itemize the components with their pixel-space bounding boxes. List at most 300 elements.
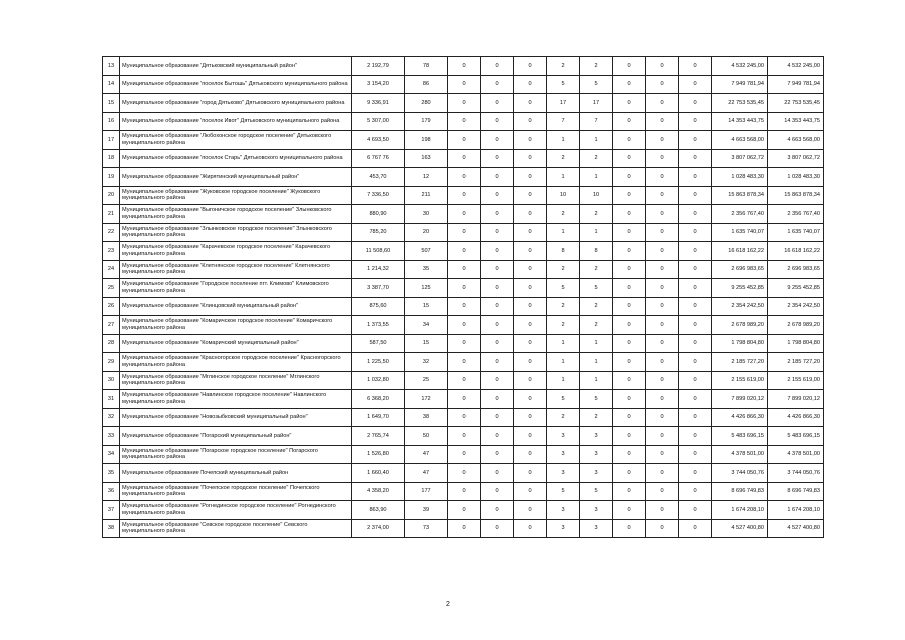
count-value: 0	[514, 112, 547, 131]
count-value: 5	[547, 482, 580, 501]
count-value: 0	[679, 279, 712, 298]
municipality-name: Муниципальное образование "Карачевское городское поселение" Карачевского муниципального района	[120, 242, 352, 261]
count-value: 50	[405, 427, 448, 446]
table-row	[103, 242, 824, 261]
total-amount: 2 185 727,20	[712, 353, 768, 372]
count-value: 0	[679, 186, 712, 205]
total-amount: 2 354 242,50	[712, 297, 768, 316]
count-value: 0	[679, 242, 712, 261]
count-value: 0	[481, 149, 514, 168]
count-value: 0	[679, 464, 712, 483]
total-amount: 2 356 767,40	[712, 205, 768, 224]
count-value: 2	[547, 57, 580, 76]
count-value: 0	[646, 57, 679, 76]
total-amount: 22 753 535,45	[712, 94, 768, 113]
count-value: 0	[481, 408, 514, 427]
count-value: 0	[448, 75, 481, 94]
count-value: 0	[448, 223, 481, 242]
count-value: 0	[613, 131, 646, 150]
count-value: 0	[646, 168, 679, 187]
count-value: 78	[405, 57, 448, 76]
table-row	[103, 519, 824, 538]
count-value: 0	[514, 316, 547, 335]
municipality-name: Муниципальное образование "Городское поселение пгт. Климово" Климовского муниципального района	[120, 279, 352, 298]
count-value: 0	[481, 112, 514, 131]
count-value: 0	[481, 427, 514, 446]
count-value: 0	[646, 94, 679, 113]
count-value: 0	[613, 316, 646, 335]
funding-amount: 1 028 483,30	[768, 168, 824, 187]
area-value: 11 508,60	[352, 242, 405, 261]
municipality-name: Муниципальное образование "Почепское городское поселение" Почепского муниципального района	[120, 482, 352, 501]
count-value: 2	[580, 205, 613, 224]
table-row	[103, 131, 824, 150]
funding-amount: 7 899 020,12	[768, 390, 824, 409]
count-value: 0	[448, 205, 481, 224]
count-value: 0	[613, 57, 646, 76]
count-value: 125	[405, 279, 448, 298]
funding-amount: 16 618 162,22	[768, 242, 824, 261]
count-value: 0	[514, 186, 547, 205]
count-value: 0	[448, 464, 481, 483]
count-value: 0	[679, 427, 712, 446]
count-value: 0	[646, 519, 679, 538]
count-value: 0	[646, 223, 679, 242]
count-value: 0	[448, 260, 481, 279]
count-value: 0	[448, 149, 481, 168]
count-value: 0	[679, 94, 712, 113]
count-value: 0	[448, 112, 481, 131]
count-value: 0	[679, 149, 712, 168]
municipality-name: Муниципальное образование "Рогнединское городское поселение" Рогнединского муниципального района	[120, 501, 352, 520]
count-value: 1	[547, 334, 580, 353]
row-number: 16	[103, 112, 120, 131]
count-value: 2	[547, 297, 580, 316]
table-row	[103, 353, 824, 372]
total-amount: 16 618 162,22	[712, 242, 768, 261]
funding-amount: 4 527 400,80	[768, 519, 824, 538]
table-body	[103, 57, 824, 538]
count-value: 0	[613, 390, 646, 409]
count-value: 0	[481, 205, 514, 224]
count-value: 0	[481, 186, 514, 205]
count-value: 0	[514, 242, 547, 261]
count-value: 5	[580, 482, 613, 501]
row-number: 23	[103, 242, 120, 261]
table-row	[103, 94, 824, 113]
count-value: 0	[514, 94, 547, 113]
count-value: 17	[580, 94, 613, 113]
row-number: 18	[103, 149, 120, 168]
table-row	[103, 223, 824, 242]
funding-amount: 2 678 989,20	[768, 316, 824, 335]
table-row	[103, 464, 824, 483]
count-value: 38	[405, 408, 448, 427]
funding-amount: 2 356 767,40	[768, 205, 824, 224]
table-row	[103, 316, 824, 335]
count-value: 177	[405, 482, 448, 501]
row-number: 21	[103, 205, 120, 224]
count-value: 2	[547, 149, 580, 168]
count-value: 0	[481, 75, 514, 94]
total-amount: 3 807 062,72	[712, 149, 768, 168]
row-number: 36	[103, 482, 120, 501]
count-value: 0	[613, 297, 646, 316]
count-value: 0	[514, 205, 547, 224]
municipality-name: Муниципальное образование "Выгоничское городское поселение" Злынковского муниципального района	[120, 205, 352, 224]
row-number: 17	[103, 131, 120, 150]
count-value: 0	[448, 501, 481, 520]
area-value: 1 373,55	[352, 316, 405, 335]
count-value: 0	[679, 482, 712, 501]
count-value: 5	[580, 390, 613, 409]
municipality-name: Муниципальное образование "поселок Ивот" Дятьковского муниципального района	[120, 112, 352, 131]
total-amount: 15 863 878,34	[712, 186, 768, 205]
count-value: 35	[405, 260, 448, 279]
funding-amount: 8 696 749,83	[768, 482, 824, 501]
funding-amount: 4 663 568,00	[768, 131, 824, 150]
count-value: 3	[580, 445, 613, 464]
count-value: 3	[580, 427, 613, 446]
funding-amount: 2 354 242,50	[768, 297, 824, 316]
total-amount: 8 696 749,83	[712, 482, 768, 501]
area-value: 3 154,20	[352, 75, 405, 94]
total-amount: 7 899 020,12	[712, 390, 768, 409]
table-row	[103, 168, 824, 187]
count-value: 3	[547, 445, 580, 464]
funding-amount: 5 483 696,15	[768, 427, 824, 446]
count-value: 1	[547, 371, 580, 390]
count-value: 280	[405, 94, 448, 113]
count-value: 12	[405, 168, 448, 187]
count-value: 2	[580, 57, 613, 76]
funding-amount: 3 807 062,72	[768, 149, 824, 168]
table-row	[103, 501, 824, 520]
count-value: 0	[448, 279, 481, 298]
area-value: 1 032,80	[352, 371, 405, 390]
count-value: 3	[547, 501, 580, 520]
count-value: 0	[514, 57, 547, 76]
total-amount: 1 028 483,30	[712, 168, 768, 187]
count-value: 3	[580, 464, 613, 483]
count-value: 3	[580, 519, 613, 538]
funding-amount: 2 185 727,20	[768, 353, 824, 372]
count-value: 0	[481, 445, 514, 464]
count-value: 2	[547, 316, 580, 335]
count-value: 0	[646, 242, 679, 261]
count-value: 0	[613, 149, 646, 168]
count-value: 0	[613, 75, 646, 94]
area-value: 3 387,70	[352, 279, 405, 298]
count-value: 0	[448, 390, 481, 409]
count-value: 7	[547, 112, 580, 131]
table-row	[103, 75, 824, 94]
municipality-name: Муниципальное образование "Жуковское городское поселение" Жуковского муниципального района	[120, 186, 352, 205]
total-amount: 2 155 619,00	[712, 371, 768, 390]
count-value: 0	[646, 279, 679, 298]
count-value: 0	[679, 408, 712, 427]
count-value: 0	[514, 353, 547, 372]
row-number: 22	[103, 223, 120, 242]
count-value: 0	[481, 279, 514, 298]
count-value: 1	[547, 168, 580, 187]
municipality-name: Муниципальное образование "Севское городское поселение" Севского муниципального района	[120, 519, 352, 538]
table-row	[103, 390, 824, 409]
count-value: 0	[481, 242, 514, 261]
table-row	[103, 427, 824, 446]
count-value: 0	[613, 334, 646, 353]
count-value: 0	[448, 445, 481, 464]
table-row	[103, 408, 824, 427]
count-value: 0	[481, 353, 514, 372]
count-value: 211	[405, 186, 448, 205]
count-value: 0	[679, 223, 712, 242]
row-number: 38	[103, 519, 120, 538]
count-value: 0	[481, 223, 514, 242]
count-value: 0	[646, 260, 679, 279]
count-value: 5	[580, 279, 613, 298]
funding-amount: 7 949 781,94	[768, 75, 824, 94]
count-value: 0	[679, 390, 712, 409]
funding-amount: 15 863 878,34	[768, 186, 824, 205]
total-amount: 7 949 781,94	[712, 75, 768, 94]
count-value: 0	[613, 445, 646, 464]
count-value: 0	[679, 57, 712, 76]
count-value: 0	[613, 353, 646, 372]
municipality-name: Муниципальное образование "Навлинское городское поселение" Навлинского муниципального района	[120, 390, 352, 409]
count-value: 0	[679, 519, 712, 538]
row-number: 35	[103, 464, 120, 483]
area-value: 4 693,50	[352, 131, 405, 150]
funding-amount: 9 255 452,85	[768, 279, 824, 298]
area-value: 6 767 76	[352, 149, 405, 168]
count-value: 0	[646, 390, 679, 409]
total-amount: 1 635 740,07	[712, 223, 768, 242]
table-row	[103, 205, 824, 224]
count-value: 0	[679, 445, 712, 464]
municipalities-table	[102, 56, 824, 538]
count-value: 0	[679, 205, 712, 224]
municipality-name: Муниципальное образование "Клинцовский муниципальный район"	[120, 297, 352, 316]
funding-amount: 3 744 050,76	[768, 464, 824, 483]
count-value: 0	[679, 260, 712, 279]
count-value: 0	[448, 427, 481, 446]
count-value: 0	[481, 334, 514, 353]
total-amount: 4 532 245,00	[712, 57, 768, 76]
count-value: 1	[547, 131, 580, 150]
funding-amount: 1 798 804,80	[768, 334, 824, 353]
funding-amount: 2 155 619,00	[768, 371, 824, 390]
table-row	[103, 186, 824, 205]
count-value: 7	[580, 112, 613, 131]
area-value: 453,70	[352, 168, 405, 187]
area-value: 7 336,50	[352, 186, 405, 205]
count-value: 39	[405, 501, 448, 520]
count-value: 15	[405, 297, 448, 316]
count-value: 0	[646, 427, 679, 446]
count-value: 0	[448, 57, 481, 76]
count-value: 0	[613, 168, 646, 187]
count-value: 0	[481, 260, 514, 279]
funding-amount: 2 696 983,65	[768, 260, 824, 279]
count-value: 3	[547, 464, 580, 483]
count-value: 0	[646, 501, 679, 520]
count-value: 73	[405, 519, 448, 538]
total-amount: 1 798 804,80	[712, 334, 768, 353]
count-value: 5	[547, 279, 580, 298]
row-number: 24	[103, 260, 120, 279]
count-value: 0	[481, 316, 514, 335]
municipality-name: Муниципальное образование "поселок Бытошь" Дятьковского муниципального района	[120, 75, 352, 94]
count-value: 0	[448, 519, 481, 538]
count-value: 0	[613, 482, 646, 501]
count-value: 2	[547, 205, 580, 224]
count-value: 10	[580, 186, 613, 205]
count-value: 47	[405, 445, 448, 464]
total-amount: 4 527 400,80	[712, 519, 768, 538]
count-value: 0	[514, 408, 547, 427]
count-value: 47	[405, 464, 448, 483]
count-value: 0	[514, 445, 547, 464]
count-value: 3	[547, 519, 580, 538]
count-value: 0	[613, 205, 646, 224]
table-row	[103, 260, 824, 279]
row-number: 30	[103, 371, 120, 390]
count-value: 34	[405, 316, 448, 335]
count-value: 0	[514, 260, 547, 279]
municipality-name: Муниципальное образование "поселок Старь" Дятьковского муниципального района	[120, 149, 352, 168]
count-value: 0	[679, 501, 712, 520]
municipality-name: Муниципальное образование "Жирятинский муниципальный район"	[120, 168, 352, 187]
count-value: 25	[405, 371, 448, 390]
count-value: 1	[580, 223, 613, 242]
count-value: 0	[448, 186, 481, 205]
count-value: 0	[679, 297, 712, 316]
count-value: 0	[514, 482, 547, 501]
area-value: 875,60	[352, 297, 405, 316]
page-number: 2	[446, 601, 450, 608]
funding-amount: 22 753 535,45	[768, 94, 824, 113]
total-amount: 2 696 983,65	[712, 260, 768, 279]
count-value: 0	[646, 353, 679, 372]
total-amount: 1 674 208,10	[712, 501, 768, 520]
count-value: 0	[448, 316, 481, 335]
count-value: 0	[646, 297, 679, 316]
total-amount: 4 663 568,00	[712, 131, 768, 150]
count-value: 172	[405, 390, 448, 409]
count-value: 0	[646, 371, 679, 390]
total-amount: 14 353 443,75	[712, 112, 768, 131]
table-row	[103, 445, 824, 464]
table-row	[103, 57, 824, 76]
count-value: 2	[580, 316, 613, 335]
count-value: 0	[448, 334, 481, 353]
funding-amount: 4 532 245,00	[768, 57, 824, 76]
count-value: 0	[481, 131, 514, 150]
count-value: 0	[481, 390, 514, 409]
municipality-name: Муниципальное образование "Красногорское городское поселение" Красногорского муниципального района	[120, 353, 352, 372]
area-value: 1 526,80	[352, 445, 405, 464]
funding-amount: 14 353 443,75	[768, 112, 824, 131]
municipality-name: Муниципальное образование Почепский муниципальный район	[120, 464, 352, 483]
municipality-name: Муниципальное образование "Погарское городское поселение" Погарского муниципального района	[120, 445, 352, 464]
municipality-name: Муниципальное образование "Новозыбковский муниципальный район"	[120, 408, 352, 427]
count-value: 0	[481, 168, 514, 187]
total-amount: 9 255 452,85	[712, 279, 768, 298]
count-value: 0	[448, 242, 481, 261]
count-value: 0	[481, 57, 514, 76]
count-value: 0	[646, 186, 679, 205]
count-value: 0	[613, 464, 646, 483]
area-value: 785,20	[352, 223, 405, 242]
count-value: 2	[580, 408, 613, 427]
funding-amount: 1 674 208,10	[768, 501, 824, 520]
count-value: 5	[580, 75, 613, 94]
count-value: 0	[448, 353, 481, 372]
count-value: 0	[481, 297, 514, 316]
count-value: 0	[613, 94, 646, 113]
count-value: 3	[580, 501, 613, 520]
count-value: 0	[514, 501, 547, 520]
count-value: 0	[481, 501, 514, 520]
count-value: 1	[580, 168, 613, 187]
municipality-name: Муниципальное образование "Комаричский муниципальный район"	[120, 334, 352, 353]
count-value: 0	[646, 149, 679, 168]
count-value: 0	[514, 464, 547, 483]
count-value: 0	[613, 427, 646, 446]
row-number: 27	[103, 316, 120, 335]
row-number: 19	[103, 168, 120, 187]
count-value: 0	[481, 371, 514, 390]
area-value: 2 374,00	[352, 519, 405, 538]
row-number: 14	[103, 75, 120, 94]
funding-amount: 4 378 501,00	[768, 445, 824, 464]
count-value: 20	[405, 223, 448, 242]
area-value: 863,90	[352, 501, 405, 520]
count-value: 0	[613, 242, 646, 261]
count-value: 0	[448, 297, 481, 316]
total-amount: 4 378 501,00	[712, 445, 768, 464]
count-value: 0	[613, 519, 646, 538]
row-number: 34	[103, 445, 120, 464]
count-value: 0	[481, 464, 514, 483]
count-value: 0	[646, 112, 679, 131]
count-value: 0	[613, 371, 646, 390]
table-row	[103, 112, 824, 131]
count-value: 3	[547, 427, 580, 446]
count-value: 30	[405, 205, 448, 224]
count-value: 0	[481, 519, 514, 538]
count-value: 5	[547, 390, 580, 409]
count-value: 5	[547, 75, 580, 94]
count-value: 0	[514, 149, 547, 168]
count-value: 0	[613, 408, 646, 427]
area-value: 1 214,32	[352, 260, 405, 279]
count-value: 0	[481, 94, 514, 113]
count-value: 1	[547, 353, 580, 372]
count-value: 8	[547, 242, 580, 261]
count-value: 0	[448, 94, 481, 113]
count-value: 0	[679, 112, 712, 131]
count-value: 0	[679, 316, 712, 335]
funding-amount: 1 635 740,07	[768, 223, 824, 242]
count-value: 0	[514, 131, 547, 150]
count-value: 507	[405, 242, 448, 261]
count-value: 86	[405, 75, 448, 94]
area-value: 2 192,79	[352, 57, 405, 76]
count-value: 0	[448, 482, 481, 501]
count-value: 2	[580, 149, 613, 168]
